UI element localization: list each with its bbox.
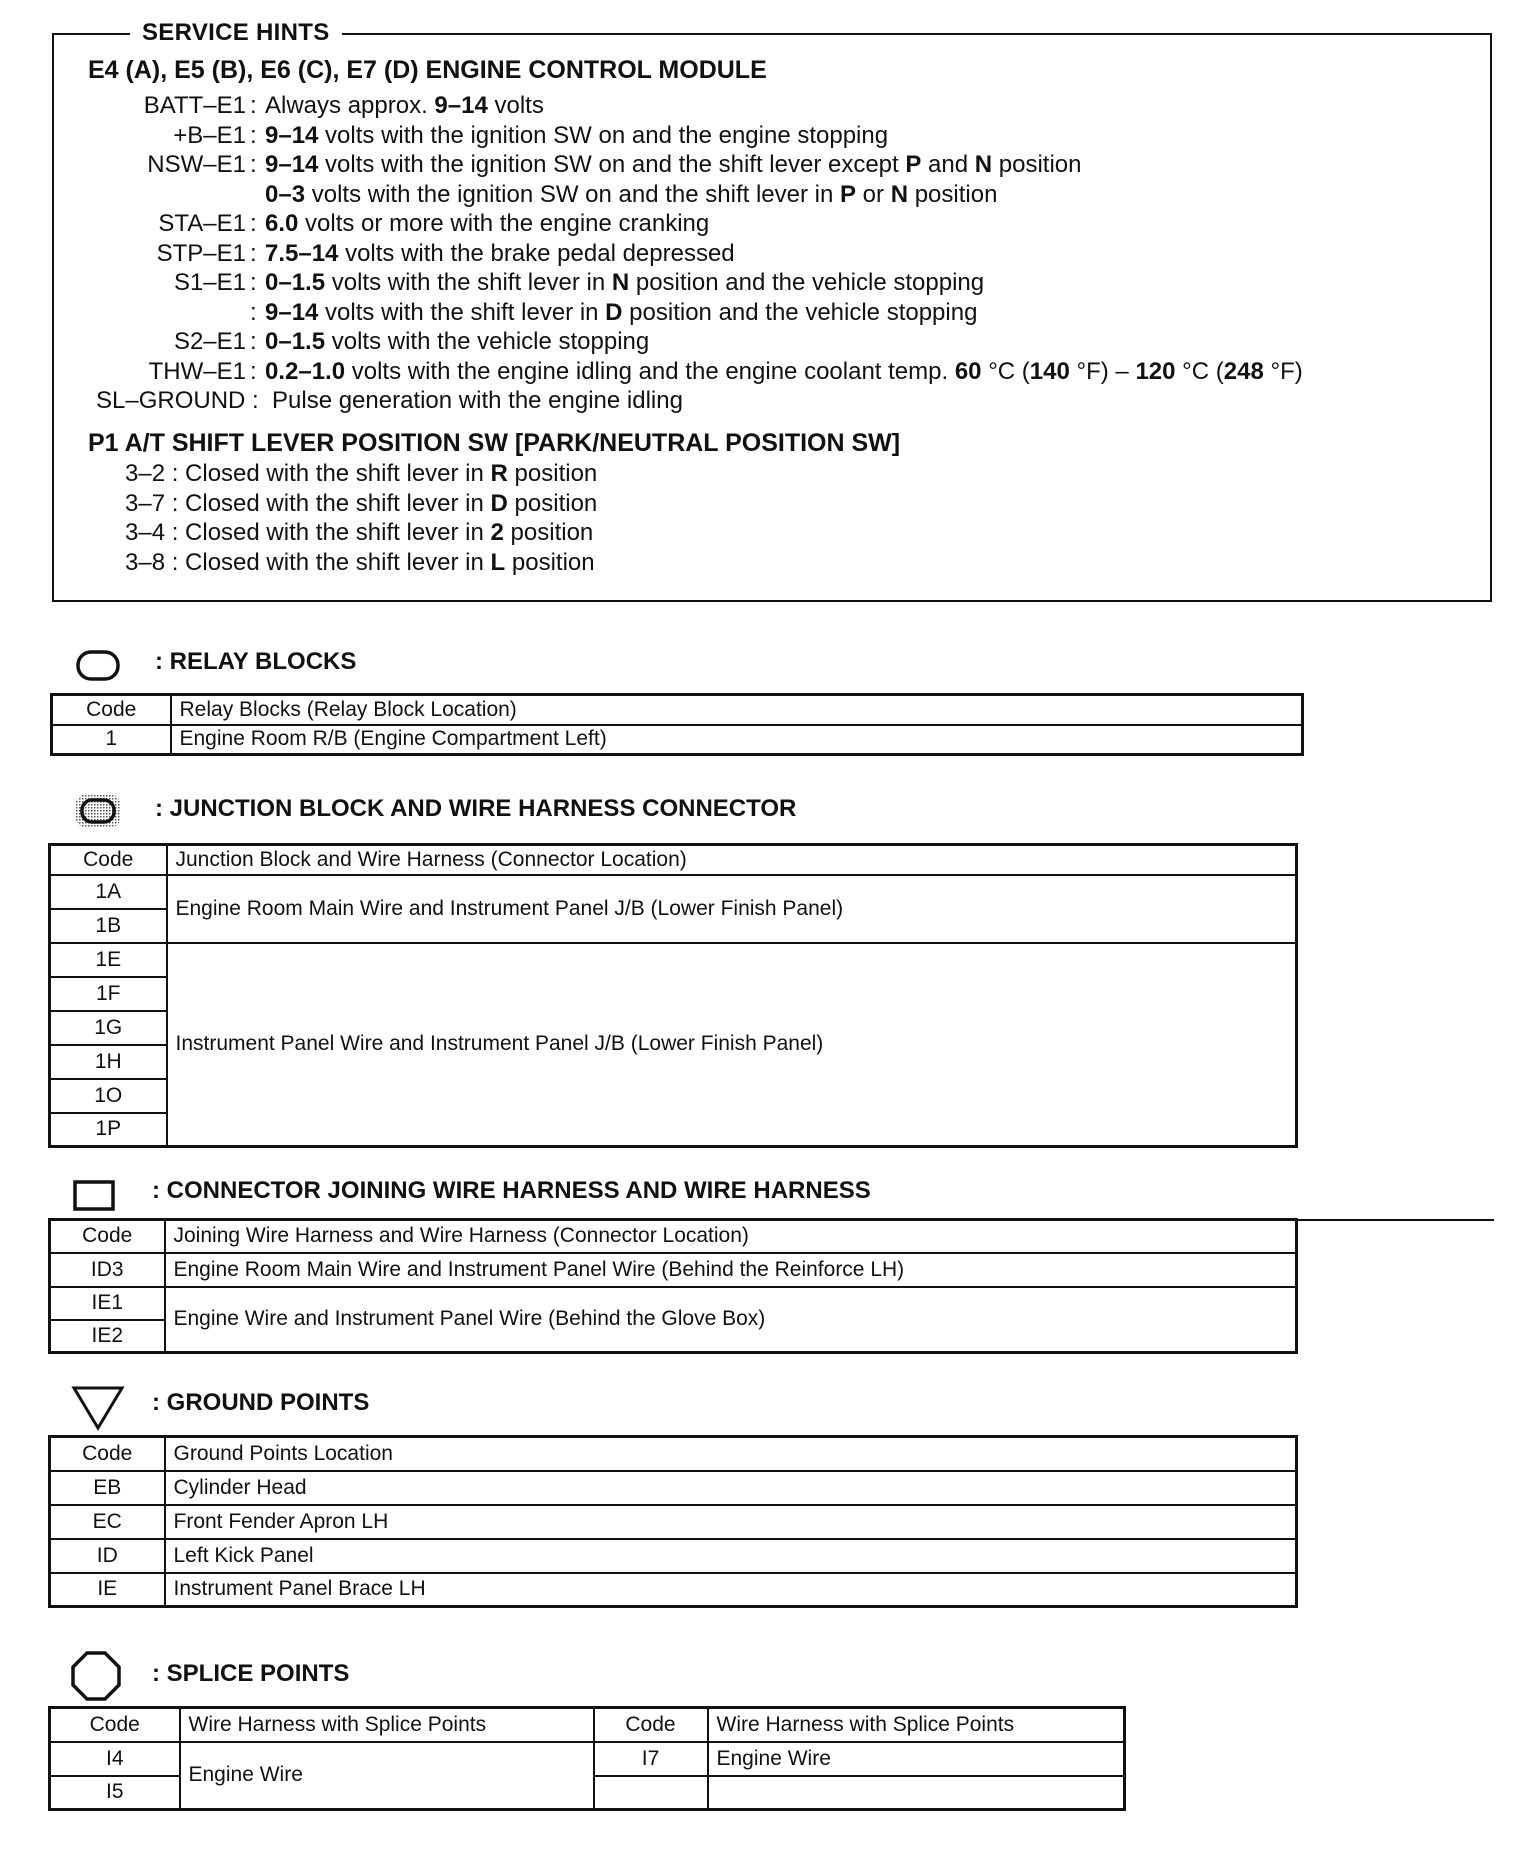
connector-symbol-icon [72, 1179, 116, 1213]
table-row [50, 1573, 1297, 1607]
description-cell: Left Kick Panel [165, 1539, 1297, 1573]
hint-separator: : [250, 210, 257, 237]
table-row [50, 1287, 1297, 1320]
code-cell: 1E [50, 943, 167, 977]
junction-blocks-heading: : JUNCTION BLOCK AND WIRE HARNESS CONNECTOR [155, 795, 797, 822]
hint-separator: : [250, 298, 257, 326]
empty-description-cell [708, 1776, 1125, 1810]
connectors-heading: : CONNECTOR JOINING WIRE HARNESS AND WIRE HARNESS [152, 1177, 871, 1204]
table-row [50, 1742, 1125, 1776]
description-cell: Engine Room R/B (Engine Compartment Left) [171, 725, 1303, 755]
junction-blocks-table [48, 843, 1298, 1148]
hint-terminal-label: S2–E1 [173, 328, 246, 355]
hint-terminal-label: NSW–E1 [147, 151, 246, 178]
description-cell: Engine Wire and Instrument Panel Wire (Behind the Glove Box) [165, 1287, 1297, 1353]
table-row [50, 943, 1297, 977]
hint-description: Pulse generation with the engine idling [272, 387, 683, 414]
hint-description: 0–1.5 volts with the shift lever in N position and the vehicle stopping [265, 269, 985, 296]
description-header: Joining Wire Harness and Wire Harness (Connector Location) [165, 1220, 1297, 1253]
code-cell: EB [50, 1471, 165, 1505]
description-cell: Engine Wire [708, 1742, 1125, 1776]
hint-separator: : [252, 387, 259, 414]
hint-description: 9–14 volts with the ignition SW on and the shift lever except P and N position [265, 151, 1082, 178]
description-header: Relay Blocks (Relay Block Location) [171, 695, 1303, 725]
service-hints-title: SERVICE HINTS [130, 19, 342, 47]
hint-terminal-label: BATT–E1 [143, 92, 246, 119]
code-cell: 1H [50, 1045, 167, 1079]
p1-hint-row: 3–4 : Closed with the shift lever in 2 position [125, 519, 594, 546]
ground-points-table [48, 1435, 1298, 1608]
table-header-row [52, 695, 1303, 725]
code-cell: EC [50, 1505, 165, 1539]
code-header: Code [50, 1220, 165, 1253]
description-cell: Engine Room Main Wire and Instrument Panel J/B (Lower Finish Panel) [167, 875, 1297, 943]
table-header-row [50, 1708, 1125, 1742]
code-cell: ID [50, 1539, 165, 1573]
hint-terminal-label: THW–E1 [148, 357, 246, 385]
code-cell: I5 [50, 1776, 180, 1810]
hint-description: 9–14 volts with the ignition SW on and the engine stopping [265, 121, 889, 149]
ecm-heading: E4 (A), E5 (B), E6 (C), E7 (D) ENGINE CONTROL MODULE [88, 56, 767, 84]
table-row [50, 1253, 1297, 1287]
empty-code-cell [594, 1776, 708, 1810]
p1-heading: P1 A/T SHIFT LEVER POSITION SW [PARK/NEUTRAL POSITION SW] [88, 429, 901, 457]
description-header: Wire Harness with Splice Points [180, 1708, 594, 1742]
code-cell: 1F [50, 977, 167, 1011]
description-cell: Engine Wire [180, 1742, 594, 1810]
hint-description: 6.0 volts or more with the engine cranking [265, 210, 710, 237]
connectors-table [48, 1218, 1298, 1354]
code-cell: 1B [50, 909, 167, 943]
hint-terminal-label: STA–E1 [158, 210, 246, 237]
description-cell: Engine Room Main Wire and Instrument Panel Wire (Behind the Reinforce LH) [165, 1253, 1297, 1287]
code-cell: 1O [50, 1079, 167, 1113]
splice-points-table [48, 1706, 1126, 1811]
hint-separator: : [250, 151, 257, 178]
table-row [50, 1471, 1297, 1505]
code-cell: 1G [50, 1011, 167, 1045]
ground-point-symbol-icon [70, 1384, 126, 1432]
table-row [50, 875, 1297, 909]
code-header: Code [594, 1708, 708, 1742]
relay-blocks-heading: : RELAY BLOCKS [155, 648, 357, 675]
description-header: Wire Harness with Splice Points [708, 1708, 1125, 1742]
hint-separator: : [250, 328, 257, 355]
hint-separator: : [250, 121, 257, 149]
junction-block-symbol-icon [73, 792, 123, 830]
code-cell: IE1 [50, 1287, 165, 1320]
code-cell: IE2 [50, 1320, 165, 1353]
code-cell: IE [50, 1573, 165, 1607]
hint-description: 7.5–14 volts with the brake pedal depressed [265, 239, 735, 267]
relay-blocks-table [50, 693, 1304, 756]
description-header: Junction Block and Wire Harness (Connector Location) [167, 845, 1297, 875]
description-cell: Front Fender Apron LH [165, 1505, 1297, 1539]
code-header: Code [50, 1437, 165, 1471]
description-cell: Instrument Panel Wire and Instrument Panel J/B (Lower Finish Panel) [167, 943, 1297, 1147]
hint-separator: : [250, 92, 257, 119]
code-cell: I4 [50, 1742, 180, 1776]
table-header-row [50, 1437, 1297, 1471]
code-header: Code [52, 695, 171, 725]
table-row [52, 725, 1303, 755]
hint-description: 0–3 volts with the ignition SW on and the shift lever in P or N position [265, 180, 998, 208]
table-header-row [50, 845, 1297, 875]
hint-terminal-label: S1–E1 [173, 269, 246, 296]
table-row [50, 1505, 1297, 1539]
description-cell: Cylinder Head [165, 1471, 1297, 1505]
code-cell: I7 [594, 1742, 708, 1776]
description-header: Ground Points Location [165, 1437, 1297, 1471]
p1-hint-row: 3–8 : Closed with the shift lever in L position [125, 548, 595, 576]
code-header: Code [50, 1708, 180, 1742]
relay-block-symbol-icon [75, 649, 121, 683]
hint-description: Always approx. 9–14 volts [265, 92, 544, 119]
hint-separator: : [250, 357, 257, 385]
hint-terminal-label: SL–GROUND [96, 387, 246, 414]
splice-point-symbol-icon [70, 1650, 122, 1702]
table-header-row [50, 1220, 1297, 1253]
divider-line [1298, 1219, 1494, 1221]
code-cell: ID3 [50, 1253, 165, 1287]
code-cell: 1 [52, 725, 171, 755]
hint-description: 9–14 volts with the shift lever in D position and the vehicle stopping [265, 298, 978, 326]
splice-points-heading: : SPLICE POINTS [152, 1660, 350, 1687]
hint-separator: : [250, 269, 257, 296]
ground-points-heading: : GROUND POINTS [152, 1389, 370, 1416]
description-cell: Instrument Panel Brace LH [165, 1573, 1297, 1607]
hint-description: 0.2–1.0 volts with the engine idling and the engine coolant temp. 60 °C (140 °F) – 120 °C (248 °F) [265, 357, 1303, 385]
hint-terminal-label: +B–E1 [173, 121, 246, 149]
p1-hint-row: 3–7 : Closed with the shift lever in D position [125, 489, 598, 517]
p1-hint-row: 3–2 : Closed with the shift lever in R position [125, 460, 598, 487]
table-row [50, 1539, 1297, 1573]
code-header: Code [50, 845, 167, 875]
hint-terminal-label: STP–E1 [156, 239, 246, 267]
code-cell: 1A [50, 875, 167, 909]
hint-description: 0–1.5 volts with the vehicle stopping [265, 328, 650, 355]
hint-separator: : [250, 239, 257, 267]
code-cell: 1P [50, 1113, 167, 1147]
